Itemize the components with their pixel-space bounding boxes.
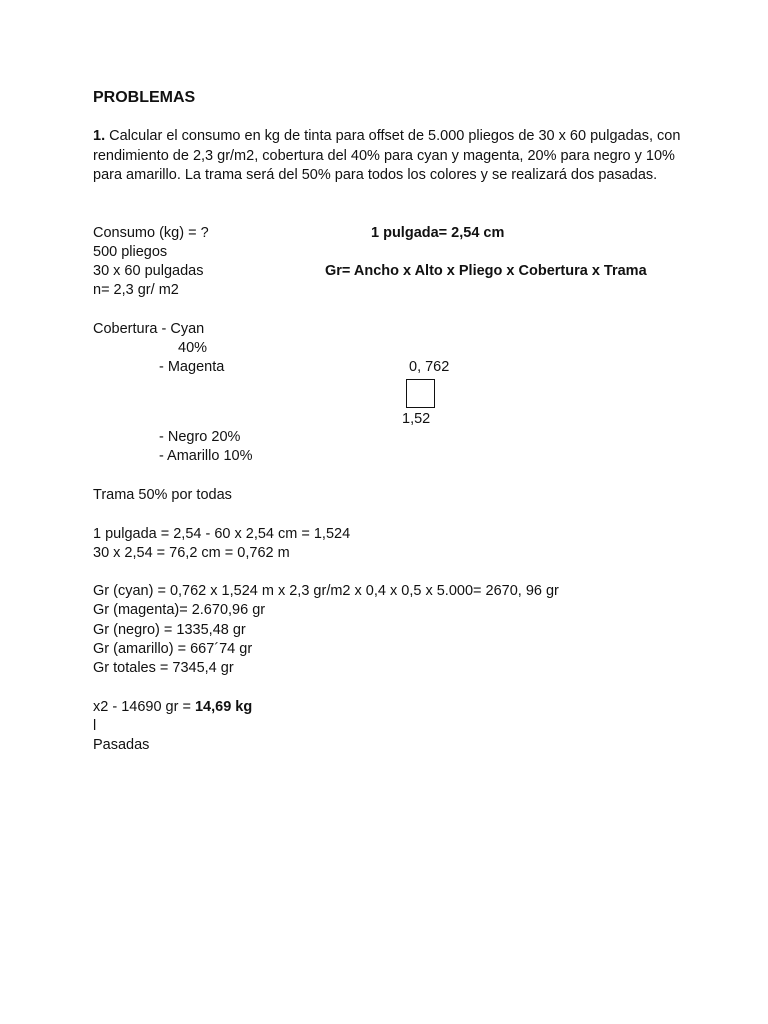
problem-text: Calcular el consumo en kg de tinta para offset de 5.000 pliegos de 30 x 60 pulgadas, con rendimiento de 2,3 gr/m2, cobertura del 40% para cyan y magenta, 20% para negro y 10% para amarillo. La trama será del 50% para todos los colores y se realizará dos pasadas. [93,128,681,183]
rendimiento-line: n= 2,3 gr/ m2 [93,282,179,298]
problem-statement [93,127,683,186]
trama-line: Trama 50% por todas [93,487,232,503]
result-line: Gr (cyan) = 0,762 x 1,524 m x 2,3 gr/m2 x 0,4 x 0,5 x 5.000= 2670, 96 gr [93,583,559,599]
result-line: Gr (negro) = 1335,48 gr [93,622,246,638]
cobertura-cyan-pct: 40% [178,340,208,356]
problem-number: 1. [93,128,106,144]
conversion-line: 1 pulgada = 2,54 - 60 x 2,54 cm = 1,524 [93,526,351,542]
result-line: Gr (amarillo) = 667´74 gr [93,641,253,657]
diagram-top-label: 0, 762 [409,359,450,375]
result-line: Gr (magenta)= 2.670,96 gr [93,602,266,618]
diagram-bottom-label: 1,52 [402,411,431,427]
cobertura-amarillo: - Amarillo 10% [159,448,253,464]
page-title: PROBLEMAS [93,89,196,106]
final-result [93,698,252,717]
consumo-line: Consumo (kg) = ? [93,225,209,241]
final-marker: l [93,718,97,734]
final-result-prefix: x2 - 14690 gr = [93,699,195,715]
cobertura-cyan: Cobertura - Cyan [93,321,205,337]
final-result-value: 14,69 kg [194,699,253,715]
cobertura-magenta: - Magenta [159,359,225,375]
sheet-diagram-square [406,379,435,408]
formula-line: Gr= Ancho x Alto x Pliego x Cobertura x Trama [325,263,647,279]
conversion-note: 1 pulgada= 2,54 cm [371,225,505,241]
cobertura-negro: - Negro 20% [159,429,241,445]
pliegos-line: 500 pliegos [93,244,168,260]
conversion-line: 30 x 2,54 = 76,2 cm = 0,762 m [93,545,290,561]
result-line: Gr totales = 7345,4 gr [93,660,234,676]
final-label: Pasadas [93,737,150,753]
size-line: 30 x 60 pulgadas [93,263,204,279]
